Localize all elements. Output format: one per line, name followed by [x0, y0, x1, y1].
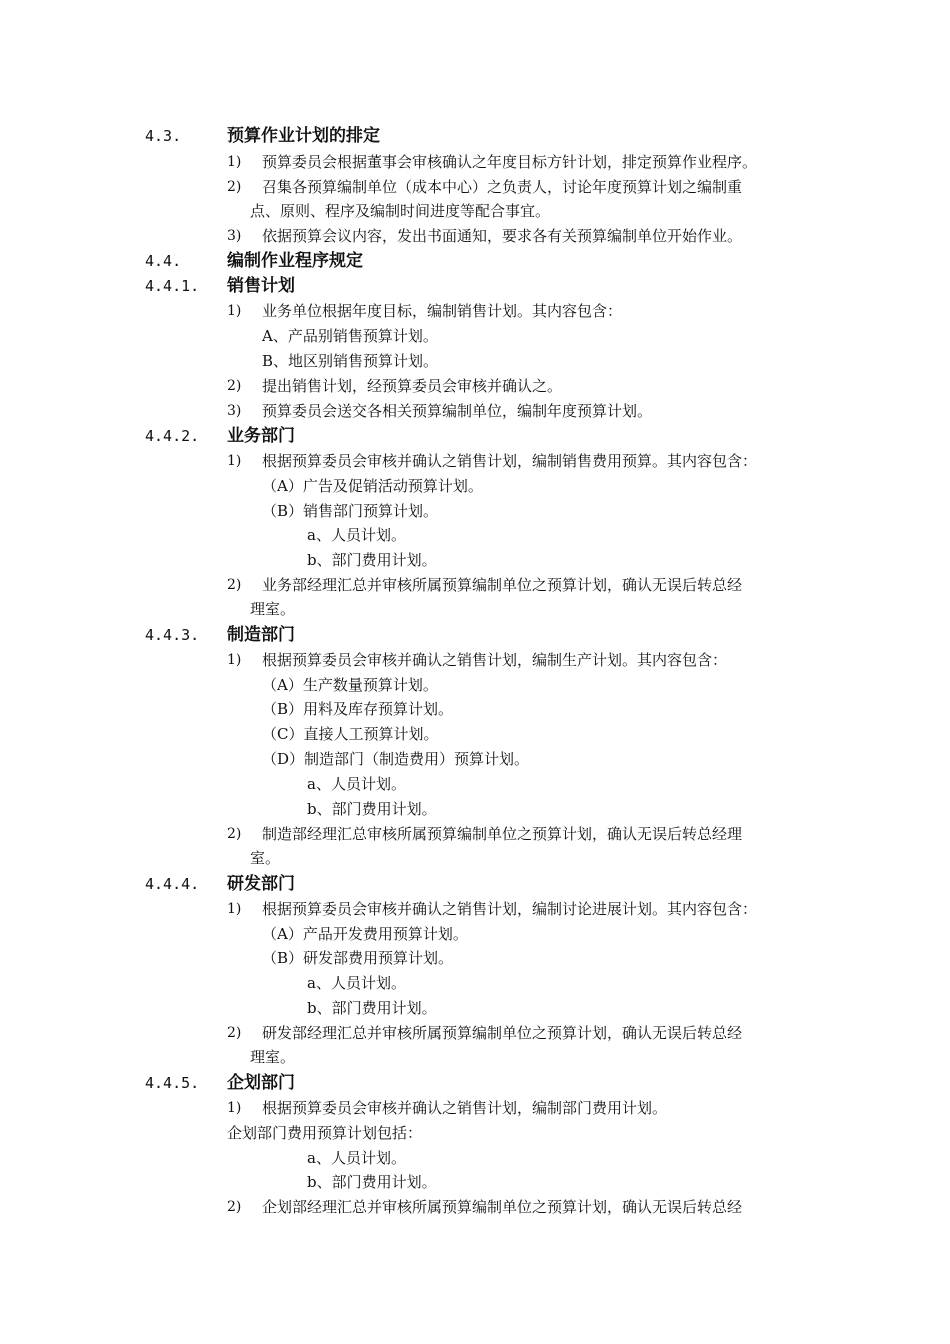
section-number: 4.4.2.	[145, 427, 200, 445]
item-text: 召集各预算编制单位（成本中心）之负责人，讨论年度预算计划之编制重	[262, 178, 743, 196]
item-number: 1)	[227, 453, 242, 469]
section-number: 4.3.	[145, 127, 182, 145]
item-number: 2)	[227, 1025, 242, 1041]
sub-item: A、产品别销售预算计划。	[262, 327, 438, 345]
item-text: 业务单位根据年度目标，编制销售计划。其内容包含：	[262, 302, 623, 320]
section-title: 预算作业计划的排定	[227, 126, 380, 146]
item-text-continued: 理室。	[250, 600, 296, 618]
note-text: 企划部门费用预算计划包括：	[227, 1124, 423, 1142]
sub-item: （B）研发部费用预算计划。	[262, 949, 454, 967]
item-text: 制造部经理汇总审核所属预算编制单位之预算计划，确认无误后转总经理	[262, 825, 743, 843]
section-title: 制造部门	[227, 625, 295, 645]
section-title: 研发部门	[227, 874, 295, 894]
sub-sub-item: a、人员计划。	[307, 526, 406, 544]
sub-item: （A）广告及促销活动预算计划。	[262, 477, 483, 495]
sub-sub-item: a、人员计划。	[307, 775, 406, 793]
item-number: 1)	[227, 901, 242, 917]
item-number: 2)	[227, 826, 242, 842]
sub-item: （A）生产数量预算计划。	[262, 676, 438, 694]
item-number: 2)	[227, 577, 242, 593]
item-text: 根据预算委员会审核并确认之销售计划，编制生产计划。其内容包含：	[262, 651, 728, 669]
item-number: 3)	[227, 403, 242, 419]
sub-item: （B）用料及库存预算计划。	[262, 700, 454, 718]
sub-item: （A）产品开发费用预算计划。	[262, 925, 468, 943]
section-number: 4.4.	[145, 252, 182, 270]
item-number: 1)	[227, 154, 242, 170]
sub-sub-item: b、部门费用计划。	[307, 800, 437, 818]
section-number: 4.4.4.	[145, 875, 200, 893]
item-text: 业务部经理汇总并审核所属预算编制单位之预算计划，确认无误后转总经	[262, 576, 743, 594]
section-title: 销售计划	[227, 276, 295, 296]
section-number: 4.4.5.	[145, 1074, 200, 1092]
item-number: 2)	[227, 378, 242, 394]
item-text: 预算委员会送交各相关预算编制单位，编制年度预算计划。	[262, 402, 653, 420]
item-text-continued: 点、原则、程序及编制时间进度等配合事宜。	[250, 202, 551, 220]
section-title: 业务部门	[227, 426, 295, 446]
item-text: 研发部经理汇总并审核所属预算编制单位之预算计划，确认无误后转总经	[262, 1024, 743, 1042]
item-number: 3)	[227, 228, 242, 244]
item-number: 1)	[227, 652, 242, 668]
sub-sub-item: b、部门费用计划。	[307, 999, 437, 1017]
section-title: 编制作业程序规定	[227, 251, 363, 271]
sub-sub-item: b、部门费用计划。	[307, 551, 437, 569]
item-number: 1)	[227, 303, 242, 319]
sub-item: （C）直接人工预算计划。	[262, 725, 439, 743]
item-text: 企划部经理汇总并审核所属预算编制单位之预算计划，确认无误后转总经	[262, 1198, 743, 1216]
item-text-continued: 理室。	[250, 1048, 296, 1066]
item-text-continued: 室。	[250, 849, 281, 867]
sub-sub-item: a、人员计划。	[307, 1149, 406, 1167]
section-number: 4.4.3.	[145, 626, 200, 644]
section-number: 4.4.1.	[145, 277, 200, 295]
item-number: 2)	[227, 179, 242, 195]
item-text: 根据预算委员会审核并确认之销售计划，编制销售费用预算。其内容包含：	[262, 452, 758, 470]
item-text: 根据预算委员会审核并确认之销售计划，编制部门费用计划。	[262, 1099, 668, 1117]
sub-item: （B）销售部门预算计划。	[262, 502, 439, 520]
sub-sub-item: a、人员计划。	[307, 974, 406, 992]
item-text: 依据预算会议内容，发出书面通知，要求各有关预算编制单位开始作业。	[262, 227, 743, 245]
sub-item: B、地区别销售预算计划。	[262, 352, 439, 370]
item-text: 根据预算委员会审核并确认之销售计划，编制讨论进展计划。其内容包含：	[262, 900, 758, 918]
section-title: 企划部门	[227, 1073, 295, 1093]
item-number: 2)	[227, 1199, 242, 1215]
item-text: 预算委员会根据董事会审核确认之年度目标方针计划，排定预算作业程序。	[262, 153, 758, 171]
item-number: 1)	[227, 1100, 242, 1116]
sub-sub-item: b、部门费用计划。	[307, 1173, 437, 1191]
sub-item: （D）制造部门（制造费用）预算计划。	[262, 750, 530, 768]
item-text: 提出销售计划，经预算委员会审核并确认之。	[262, 377, 563, 395]
